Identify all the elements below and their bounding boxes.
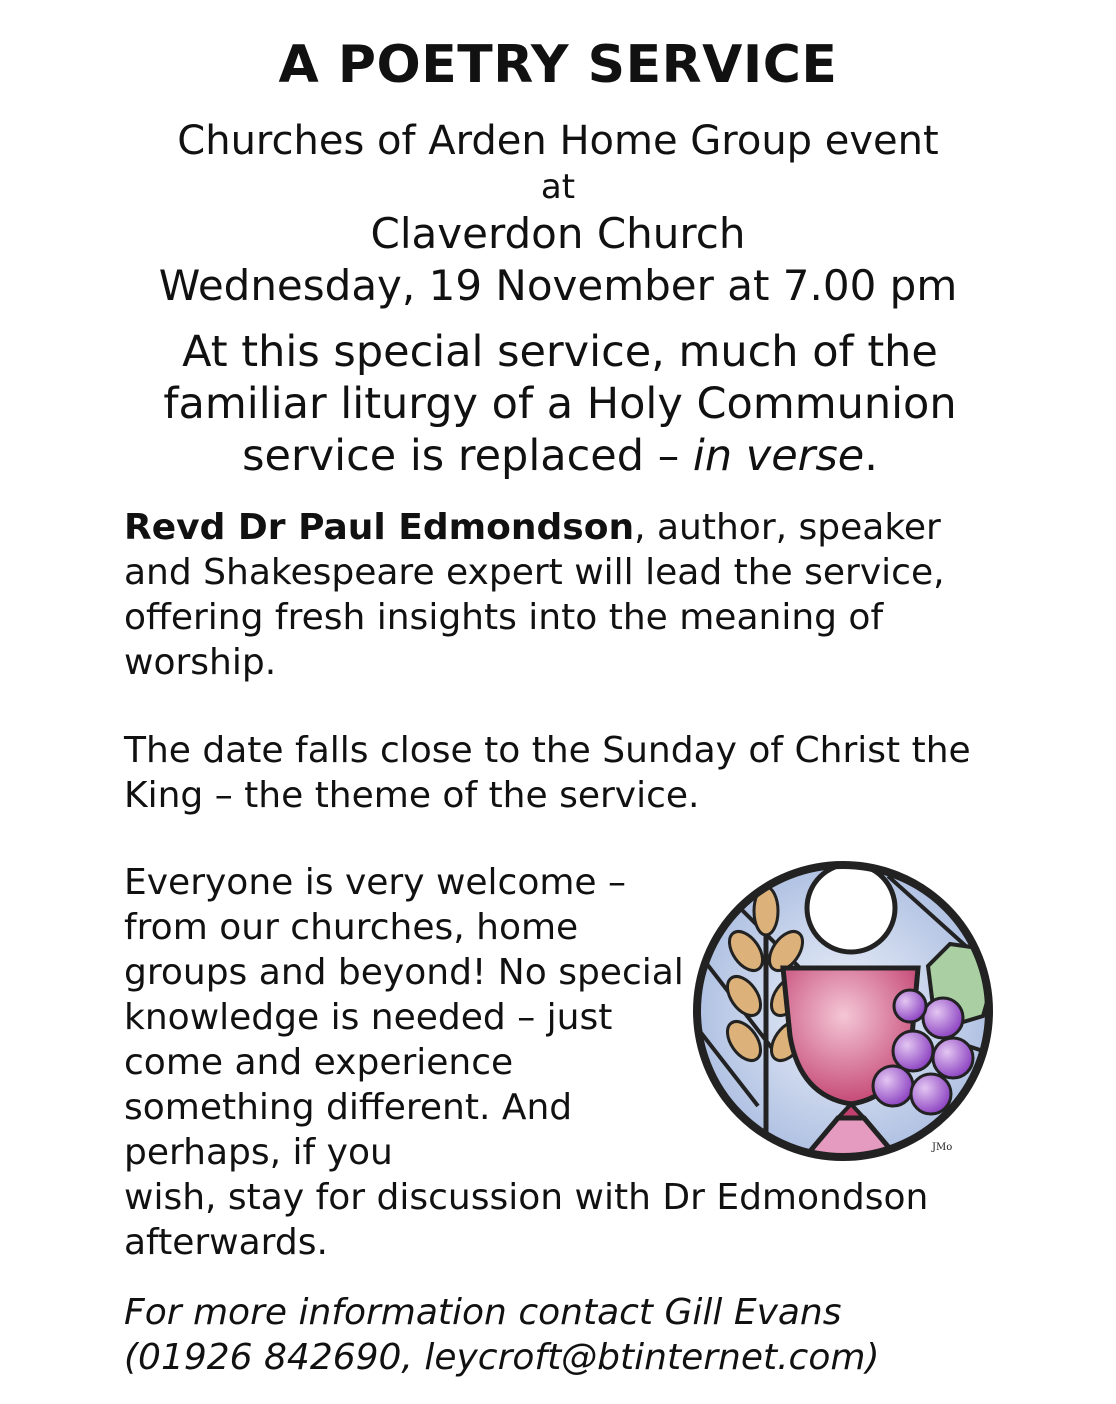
theme-paragraph: The date falls close to the Sunday of Christ the King – the theme of the service. bbox=[124, 730, 971, 816]
contact-line-1: For more information contact Gill Evans bbox=[124, 1292, 842, 1333]
contact-info bbox=[124, 1290, 1004, 1380]
leader-paragraph bbox=[124, 505, 994, 685]
leader-name: Revd Dr Paul Edmondson bbox=[124, 507, 635, 548]
welcome-paragraph: Everyone is very welcome – from our churches, home groups and beyond! No special knowledge is needed – just come and experience something different. And perhaps, if you bbox=[124, 862, 684, 1173]
welcome-paragraph-tail: wish, stay for discussion with Dr Edmondson afterwards. bbox=[124, 1177, 929, 1263]
artist-signature: JMo bbox=[932, 1142, 953, 1153]
intro-paragraph bbox=[120, 326, 1000, 482]
leader-description: , author, speaker and Shakespeare expert will lead the service, offering fresh insights into the meaning of worship. bbox=[124, 507, 945, 683]
contact-line-2: (01926 842690, leycroft@btinternet.com) bbox=[124, 1337, 880, 1378]
intro-emphasis: in verse bbox=[692, 431, 865, 481]
intro-text: At this special service, much of the familiar liturgy of a Holy Communion service is replaced – bbox=[163, 327, 957, 481]
stained-glass-chalice-icon bbox=[688, 856, 998, 1166]
at-line: at bbox=[540, 167, 576, 207]
event-line: Churches of Arden Home Group event bbox=[177, 118, 939, 164]
intro-end: . bbox=[864, 431, 878, 481]
event-datetime: Wednesday, 19 November at 7.00 pm bbox=[158, 261, 958, 310]
venue: Claverdon Church bbox=[370, 209, 746, 258]
page-title: A POETRY SERVICE bbox=[278, 35, 838, 95]
